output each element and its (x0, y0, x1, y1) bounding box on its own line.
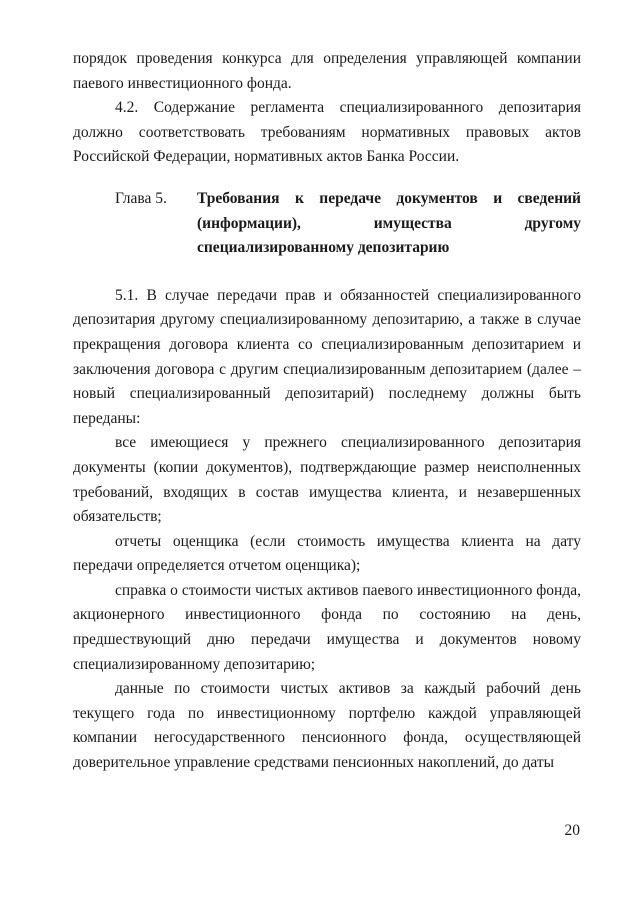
list-item-appraiser-reports: отчеты оценщика (если стоимость имущества клиента на дату передачи определяется отчетом оценщика); (73, 532, 581, 575)
chapter-title: Требования к передаче документов и сведений (информации), имущества другому специализированному депозитарию (197, 189, 581, 257)
paragraph-4-2: 4.2. Содержание регламента специализированного депозитария должно соответствовать требованиям нормативных правовых актов Российской Федерации, нормативных актов Банка России. (73, 99, 581, 166)
paragraph-5-1: 5.1. В случае передачи прав и обязанностей специализированного депозитария другому специализированному депозитарию, а также в случае прекращения договора клиента со специализированным депозитарием и заключения договора с другим специализированным депозитарием (далее – новый специализированный депозитарий) последнему должны быть переданы: (73, 286, 581, 427)
list-item-net-assets-data: данные по стоимости чистых активов за каждый рабочий день текущего года по инвестиционному портфелю каждой управляющей компании негосударственного пенсионного фонда, осуществляющей доверительное управление средствами пенсионных накоплений, до даты (73, 680, 581, 772)
document-page (73, 47, 581, 776)
chapter-heading (115, 187, 581, 261)
page-number: 20 (564, 822, 580, 839)
list-item-documents: все имеющиеся у прежнего специализированного депозитария документы (копии документов), подтверждающие размер неисполненных требований, входящих в состав имущества клиента, и незавершенных обязательств; (73, 434, 581, 526)
chapter-number: Глава 5. (115, 189, 167, 207)
list-item-net-assets-certificate: справка о стоимости чистых активов паевого инвестиционного фонда, акционерного инвестиционного фонда по состоянию на день, предшествующий дню передачи имущества и документов новому специализированному депозитарию; (73, 581, 581, 673)
paragraph-continuation: порядок проведения конкурса для определения управляющей компании паевого инвестиционного фонда. (73, 50, 581, 92)
